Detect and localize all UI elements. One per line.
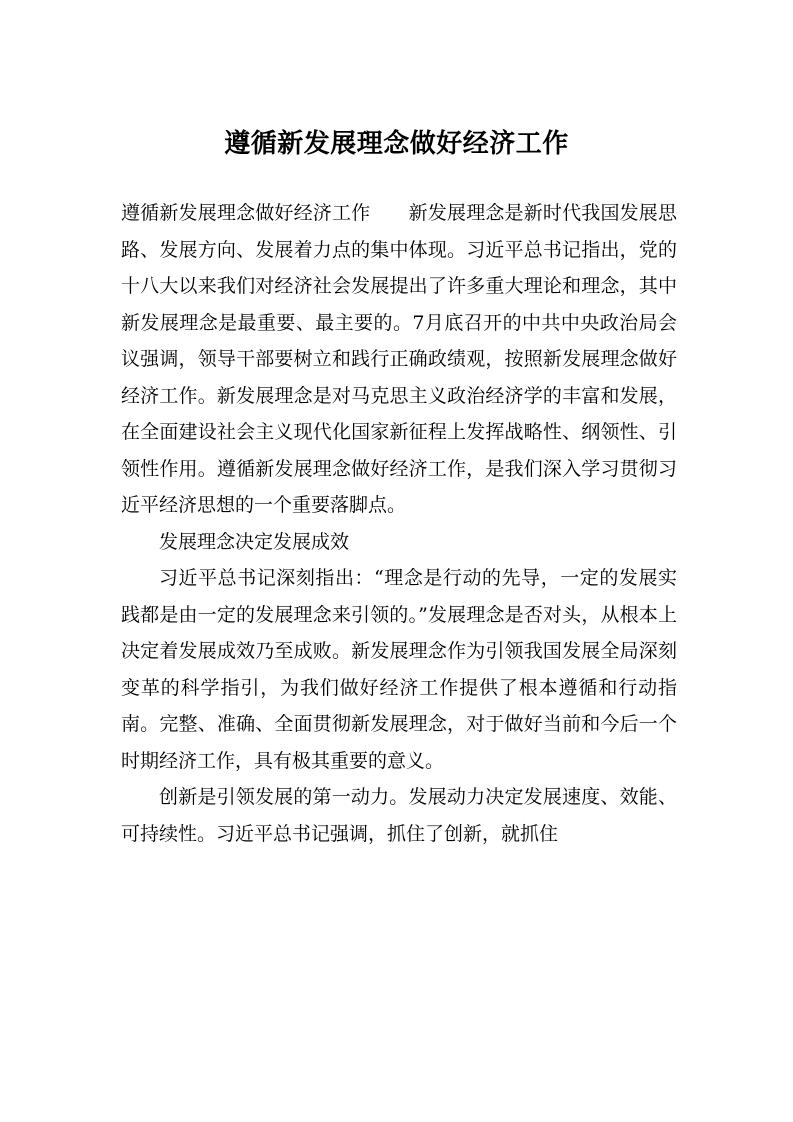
- document-title: 遵循新发展理念做好经济工作: [224, 129, 569, 159]
- paragraph-innovation: 创新是引领发展的第一动力。发展动力决定发展速度、效能、可持续性。习近平总书记强调，抓住了创新，就抓住: [121, 786, 677, 845]
- section-heading: 发展理念决定发展成效: [159, 530, 350, 553]
- paragraph-concept: 习近平总书记深刻指出：“理念是行动的先导，一定的发展实践都是由一定的发展理念来引领的。”发展理念是否对头，从根本上决定着发展成效乃至成败。新发展理念作为引领我国发展全局深刻变革的科学指引，为我们做好经济工作提供了根本遵循和行动指南。完整、准确、全面贯彻新发展理念，对于做好当前和今后一个时期经济工作，具有极其重要的意义。: [121, 567, 677, 772]
- document-body: [121, 195, 677, 852]
- paragraph-intro: 遵循新发展理念做好经济工作 新发展理念是新时代我国发展思路、发展方向、发展着力点的集中体现。习近平总书记指出，党的十八大以来我们对经济社会发展提出了许多重大理论和理念，其中新发展理念是最重要、最主要的。7月底召开的中共中央政治局会议强调，领导干部要树立和践行正确政绩观，按照新发展理念做好经济工作。新发展理念是对马克思主义政治经济学的丰富和发展，在全面建设社会主义现代化国家新征程上发挥战略性、纲领性、引领性作用。遵循新发展理念做好经济工作，是我们深入学习贯彻习近平经济思想的一个重要落脚点。: [121, 202, 677, 516]
